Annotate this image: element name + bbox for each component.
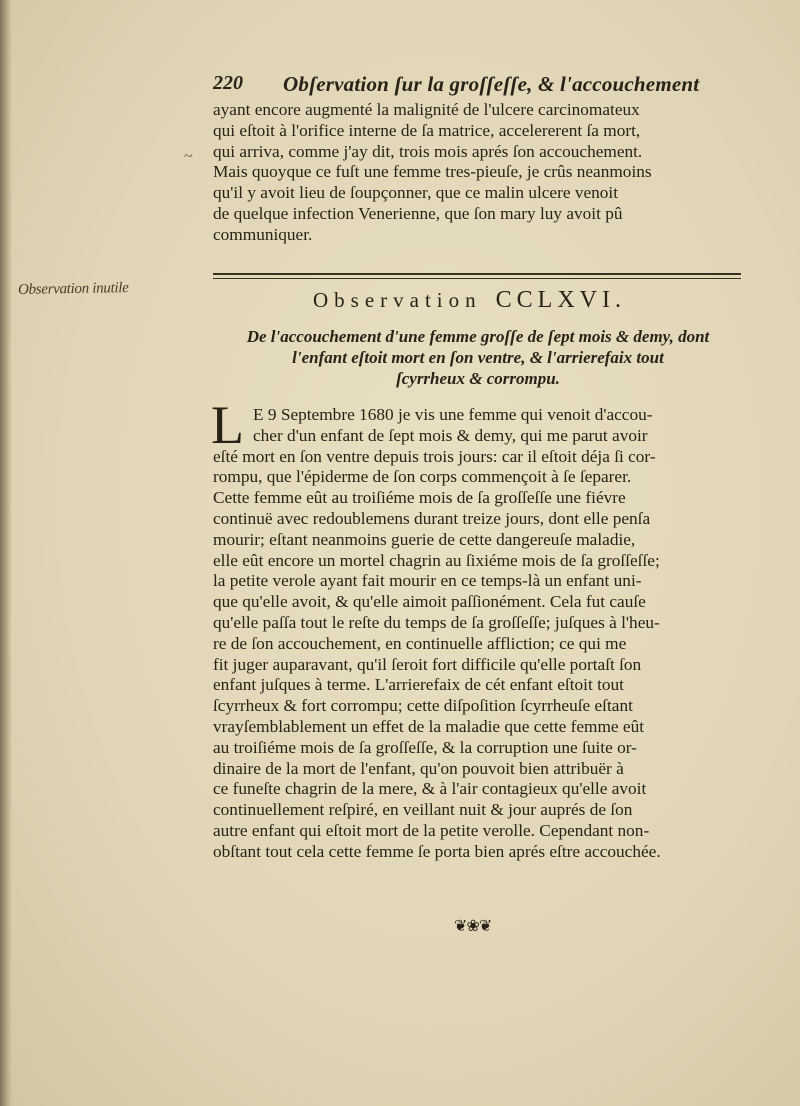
- text-line: eſté mort en ſon ventre depuis trois jours: car il eſtoit déja ſi cor-: [213, 446, 656, 466]
- observation-label: Observation: [313, 288, 482, 312]
- text-line: qui eſtoit à l'orifice interne de ſa matrice, accelererent ſa mort,: [213, 120, 641, 140]
- text-line: ſcyrrheux & fort corrompu; cette diſpoſition ſcyrrheuſe eſtant: [213, 696, 633, 716]
- subtitle-line: ſcyrrheux & corrompu.: [396, 369, 560, 388]
- text-line: de quelque infection Venerienne, que ſon mary luy avoit pû: [213, 203, 623, 223]
- text-line: qu'il y avoit lieu de ſoupçonner, que ce malin ulcere venoit: [213, 183, 619, 203]
- observation-number: CCLXVI.: [495, 287, 626, 313]
- text-line: Mais quoyque ce fuſt une femme tres-pieuſe, je crûs neanmoins: [213, 162, 652, 182]
- subtitle-line: l'enfant eſtoit mort en ſon ventre, & l'arrierefaix tout: [292, 348, 664, 367]
- text-line: continuë avec redoublemens durant treize jours, dont elle penſa: [213, 508, 651, 528]
- section-rule: [213, 273, 741, 279]
- text-line: rompu, que l'épiderme de ſon corps commençoit à ſe ſeparer.: [213, 467, 632, 487]
- text-line: Cette femme eût au troiſiéme mois de ſa groſſeſſe une fiévre: [213, 488, 626, 508]
- binding-gutter: [0, 0, 12, 1106]
- text-line: ce funeſte chagrin de la mere, & à l'air contagieux qu'elle avoit: [213, 779, 647, 799]
- text-line: obſtant tout cela cette femme ſe porta bien aprés eſtre accouchée.: [213, 841, 661, 861]
- running-head: Obſervation ſur la groſſeſſe, & l'accouchement: [283, 72, 700, 96]
- margin-dash: ~: [184, 148, 193, 165]
- text-line: au troiſiéme mois de ſa groſſeſſe, & la corruption une ſuite or-: [213, 737, 637, 757]
- text-line: qui arriva, comme j'ay dit, trois mois aprés ſon accouchement.: [213, 141, 643, 161]
- text-line: que qu'elle avoit, & qu'elle aimoit paſſionément. Cela fut cauſe: [213, 592, 646, 612]
- text-line: fit juger auparavant, qu'il ſeroit fort difficile qu'elle portaſt ſon: [213, 654, 642, 674]
- text-line: vrayſemblablement un effet de la maladie que cette femme eût: [213, 716, 645, 736]
- text-line: continuellement reſpiré, en veillant nuit & jour auprés de ſon: [213, 800, 633, 820]
- page-header: [213, 72, 743, 96]
- text-line: la petite verole ayant fait mourir en ce temps-là un enfant uni-: [213, 571, 642, 591]
- drop-cap: L: [211, 395, 244, 455]
- text-line: cher d'un enfant de ſept mois & demy, qui me parut avoir: [253, 425, 648, 445]
- page-number: 220: [213, 72, 243, 94]
- end-ornament: ❦❀❦: [454, 918, 492, 935]
- observation-heading: [313, 287, 626, 314]
- text-line: communiquer.: [213, 224, 313, 244]
- text-line: ayant encore augmenté la malignité de l'ulcere carcinomateux: [213, 100, 640, 119]
- paragraph-continued: [213, 100, 751, 246]
- text-line: autre enfant qui eſtoit mort de la petite verolle. Cependant non-: [213, 820, 650, 840]
- text-line: E 9 Septembre 1680 je vis une femme qui venoit d'accou-: [253, 405, 653, 424]
- text-line: re de ſon accouchement, en continuelle affliction; ce qui me: [213, 633, 627, 653]
- subtitle-line: De l'accouchement d'une femme groſſe de ſept mois & demy, dont: [246, 327, 710, 346]
- text-line: qu'elle paſſa tout le reſte du temps de ſa groſſeſſe; juſques à l'heu-: [213, 612, 660, 632]
- handwritten-margin-note: Observation inutile: [17, 280, 129, 298]
- text-line: mourir; eſtant neanmoins guerie de cette dangereuſe maladie,: [213, 529, 636, 549]
- observation-body: [211, 395, 751, 863]
- observation-subtitle: [213, 326, 743, 389]
- text-line: enfant juſques à terme. L'arrierefaix de cét enfant eſtoit tout: [213, 675, 624, 695]
- text-line: dinaire de la mort de l'enfant, qu'on pouvoit bien attribuër à: [213, 758, 624, 778]
- text-line: elle eût encore un mortel chagrin au ſixiéme mois de ſa groſſeſſe;: [213, 550, 660, 570]
